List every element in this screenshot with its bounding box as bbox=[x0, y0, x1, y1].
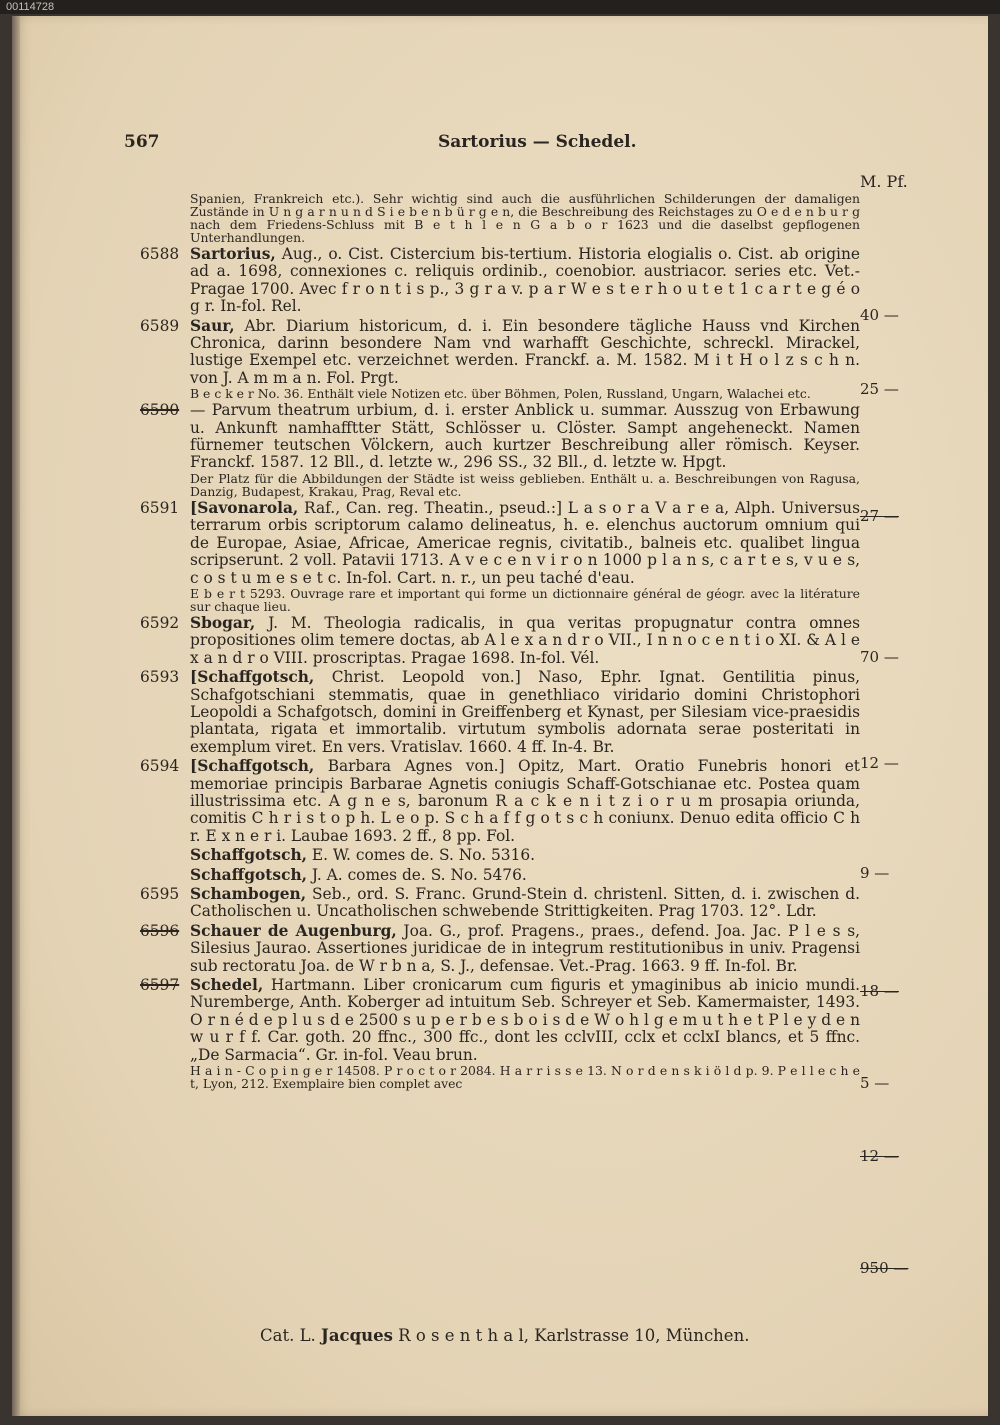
entry-text: Sbogar, J. M. Theologia radicalis, in qua veritas propugnatur contra omnes propositiones olim temere doctas, ab A l e x a n d r o VII., I n n o c e n t i o XI. & A l e x a n d r o VIII. proscriptas. Pragae 1698. In-fol. Vél. bbox=[190, 613, 860, 667]
entry-author: Sartorius, bbox=[190, 245, 276, 263]
entry-note: H a i n - C o p i n g e r 14508. P r o c t o r 2084. H a r r i s s e 13. N o r d e n s k i ö l d p. 9. P e l l e c h e t, Lyon, 212. Exemplaire bien complet avec bbox=[190, 1063, 860, 1092]
catalog-entry bbox=[140, 615, 860, 667]
entry-note: Der Platz für die Abbildungen der Städte ist weiss geblieben. Enthält u. a. Beschreibungen von Ragusa, Danzig, Budapest, Krakau, Prag, Reval etc. bbox=[190, 470, 860, 499]
entry-number: 6596 bbox=[140, 921, 180, 940]
entry-text: Schambogen, Seb., ord. S. Franc. Grund-Stein d. christenl. Sitten, d. i. zwischen d. Catholischen u. Uncatholischen schwebende Strittigkeiten. Prag 1703. 12°. Ldr. bbox=[190, 885, 860, 921]
entry-number bbox=[140, 847, 190, 864]
catalog-entry bbox=[140, 500, 860, 587]
entry-author: Schambogen, bbox=[190, 885, 307, 903]
entry-note: E b e r t 5293. Ouvrage rare et important qui forme un dictionnaire général de géogr. avec la litérature sur chaque lieu. bbox=[190, 585, 860, 614]
entry-text: [Schaffgotsch, Christ. Leopold von.] Naso, Ephr. Ignat. Gentilitia pinus, Schafgotschiani stemmatis, quae in genethliaco viridario domini Christophori Leopoldi a Schafgotsch, domini in Greiffenberg et Kynast, per Silesiam vice-praesidis plantata, rigata et immortalib. virtutum symbolis adornata serae posteritati in exemplum viret. En vers. Vratislav. 1660. 4 ff. In-4. Br. bbox=[190, 668, 860, 756]
book-gutter bbox=[12, 16, 20, 1416]
catalog-entry bbox=[140, 886, 860, 921]
entry-continuation: Spanien, Frankreich etc.). Sehr wichtig sind auch die ausführlichen Schilderungen der damaligen Zustände in U n g a r n u n d S i e b e n b ü r g e n, die Beschreibung des Reichstages zu O e d e n b u r g nach dem Friedens-Schluss mit B e t h l e n G a b o r 1623 und die daselbst gepflogenen Unterhandlungen. bbox=[190, 191, 860, 245]
footer-publisher-first: Jacques bbox=[321, 1326, 393, 1345]
entry-author: Schaffgotsch, bbox=[190, 865, 308, 884]
catalog-entry bbox=[140, 923, 860, 975]
entry-author: Schedel, bbox=[190, 976, 264, 995]
catalog-entry bbox=[140, 977, 860, 1064]
page-title: Sartorius — Schedel. bbox=[438, 132, 637, 152]
entry-text: Schauer de Augenburg, Joa. G., prof. Pragens., praes., defend. Joa. Jac. P l e s s, Silesius Jaurao. Assertiones juridicae de in integrum restitutionibus in univ. Pragensi sub rectoratu Joa. de W r b n a, S. J., defensae. Vet.-Prag. 1663. 9 ff. In-fol. Br. bbox=[190, 921, 861, 975]
entry-author: Sbogar, bbox=[190, 613, 256, 632]
entry-number: 6593 bbox=[140, 668, 180, 687]
entry-text: Schedel, Hartmann. Liber cronicarum cum figuris et ymaginibus ab inicio mundi. Nuremberge, Anth. Koberger ad intuitum Seb. Schreyer et Seb. Kamermaister, 1493. O r n é d e p l u s d e 2500 s u p e r b e s b o i s d e W o h l g e m u t h e t P l e y d e n w u r f f. Car. goth. 20 ffnc., 300 ffc., dont les cclvIII, cclx et cclxI blancs, et 5 ffnc. „De Sarmacia“. Gr. in-fol. Veau brun. bbox=[190, 976, 860, 1064]
entry-text: Saur, Abr. Diarium historicum, d. i. Ein besondere tägliche Hauss vnd Kirchen Chronica, darinn besondere Nam vnd warhafft Geschichte, schreckl. Mirackel, lustige Exempel etc. verzeichnet werden. Franckf. a. M. 1582. M i t H o l z s c h n. von J. A m m a n. Fol. Prgt. bbox=[190, 316, 860, 387]
catalog-entry bbox=[140, 318, 860, 388]
entry-note: B e c k e r No. 36. Enthält viele Notizen etc. über Böhmen, Polen, Russland, Ungarn, Walachei etc. bbox=[190, 386, 811, 402]
entry-number: 6594 bbox=[140, 757, 180, 776]
entry-text: Sartorius, Aug., o. Cist. Cistercium bis-tertium. Historia elogialis o. Cist. ab origine ad a. 1698, connexiones c. reliquis ordinib., coenobior. austriacor. series etc. Vet.-Pragae 1700. Avec f r o n t i s p., 3 g r a v. p a r W e s t e r h o u t e t 1 c a r t e g é o g r. In-fol. Rel. bbox=[190, 245, 860, 316]
entry-author: Schauer de Augenburg, bbox=[190, 921, 397, 940]
price-column-heading: M. Pf. bbox=[860, 172, 908, 191]
entry-author: [Schaffgotsch, bbox=[190, 757, 315, 776]
entry-author: [Schaffgotsch, bbox=[190, 668, 315, 687]
entry-author: [Savonarola, bbox=[190, 498, 299, 517]
price-value: 25 — bbox=[860, 380, 899, 398]
entry-text: Schaffgotsch, J. A. comes de. S. No. 5476. bbox=[190, 865, 527, 884]
entry-number: 6591 bbox=[140, 498, 180, 517]
entry-number: 6590 bbox=[140, 401, 180, 420]
catalog-entry bbox=[140, 847, 860, 864]
price-value: 40 — bbox=[860, 306, 899, 324]
entry-number: 6588 bbox=[140, 245, 180, 263]
entry-author: Saur, bbox=[190, 316, 235, 335]
entry-text: [Schaffgotsch, Barbara Agnes von.] Opitz, Mart. Oratio Funebris honori et memoriae principis Barbarae Agnetis coniugis Schaff-Gotschianae etc. Postea quam illustrissima etc. A g n e s, baronum R a c k e n i t z i o r u m prosapia oriunda, comitis C h r i s t o p h. L e o p. S c h a f f g o t s c h coniunx. Denuo edita officio C h r. E x n e r i. Laubae 1693. 2 ff., 8 pp. Fol. bbox=[190, 757, 860, 845]
price-value: 12 — bbox=[860, 1147, 899, 1165]
scan-label: 00114728 bbox=[0, 0, 1000, 14]
entry-number: 6592 bbox=[140, 613, 180, 632]
footer-imprint bbox=[260, 1326, 749, 1345]
entry-number: 6597 bbox=[140, 976, 180, 995]
catalog-entry bbox=[140, 402, 860, 472]
footer-prefix: Cat. L. bbox=[260, 1326, 316, 1345]
page-number: 567 bbox=[124, 132, 160, 152]
entry-text: Schaffgotsch, E. W. comes de. S. No. 5316. bbox=[190, 846, 536, 865]
price-value: 5 — bbox=[860, 1074, 890, 1092]
price-value: 18 — bbox=[860, 982, 899, 1000]
price-value: 70 — bbox=[860, 648, 899, 666]
entry-text: — Parvum theatrum urbium, d. i. erster Anblick u. summar. Ausszug von Erbawung u. Ankunft namhafftter Stätt, Schlösser u. Clöster. Sampt angeheneckt. Namen fürnemer teutschen Völckern, auch kurtzer Beschreibung aller römisch. Keyser. Franckf. 1587. 12 Bll., d. letzte w., 296 SS., 32 Bll., d. letzte w. Hpgt. bbox=[190, 401, 860, 472]
price-value: 9 — bbox=[860, 864, 890, 882]
catalog-page bbox=[12, 16, 988, 1416]
catalog-entry bbox=[140, 867, 860, 884]
entry-text: [Savonarola, Raf., Can. reg. Theatin., pseud.:] L a s o r a V a r e a, Alph. Universus terrarum orbis scriptorum calamo delineatus, h. e. elenchus auctorum omnium qui de Europae, Asiae, Africae, Americae regnis, civitatib., balneis etc. qualibet lingua scripserunt. 2 voll. Patavii 1713. A v e c e n v i r o n 1000 p l a n s, c a r t e s, v u e s, c o s t u m e s e t c. In-fol. Cart. n. r., un peu taché d'eau. bbox=[190, 498, 860, 587]
catalog-entry bbox=[140, 669, 860, 756]
entry-number bbox=[140, 867, 190, 884]
price-value: 27 — bbox=[860, 507, 899, 525]
entry-author: Schaffgotsch, bbox=[190, 846, 308, 865]
entry-number: 6589 bbox=[140, 316, 180, 335]
price-value: 950 — bbox=[860, 1259, 909, 1277]
entries-list bbox=[140, 192, 860, 1091]
catalog-entry bbox=[140, 758, 860, 845]
price-value: 12 — bbox=[860, 754, 899, 772]
entry-number: 6595 bbox=[140, 885, 180, 903]
catalog-entry bbox=[140, 246, 860, 316]
footer-publisher-rest: R o s e n t h a l, Karlstrasse 10, München. bbox=[398, 1326, 750, 1345]
